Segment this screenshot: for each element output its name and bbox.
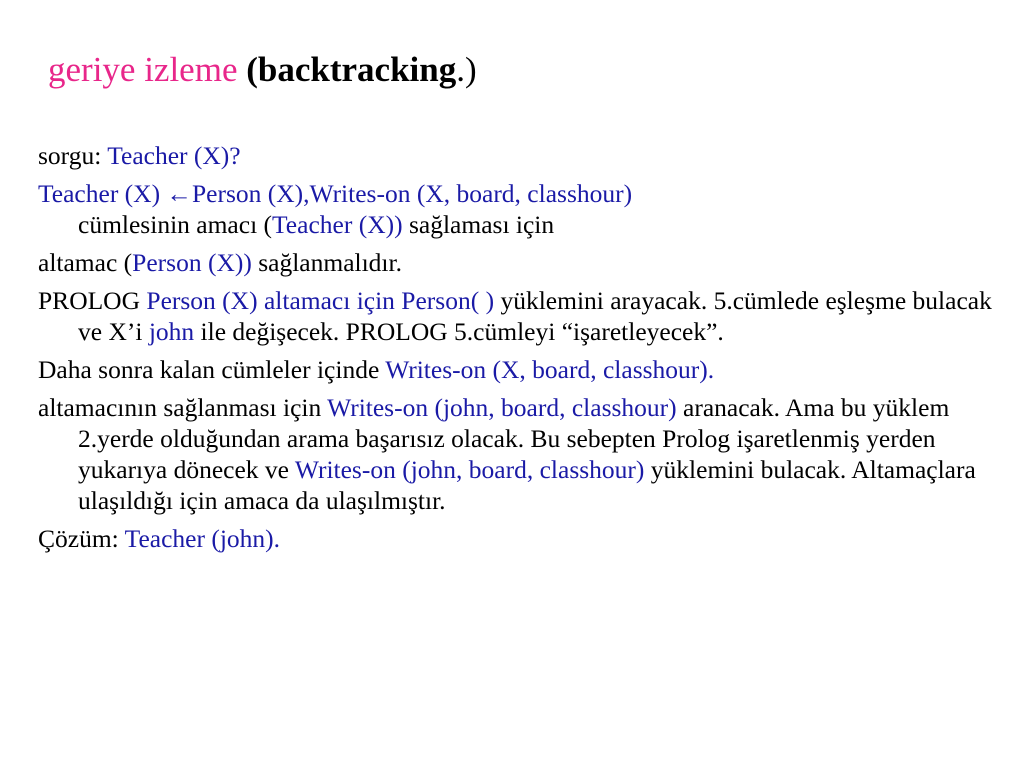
prolog-john: john [148,317,195,346]
paragraph-subgoal [38,247,998,278]
rule-goal: Teacher (X)) [272,210,403,239]
solution-label: Çözüm: [38,524,125,553]
backtrack-expression-2: Writes-on (john, board, classhour) [294,455,645,484]
remaining-text: Daha sonra kalan cümleler içinde [38,355,386,384]
title-open-paren: ( [246,50,258,89]
title-english: backtracking [257,50,457,89]
paragraph-remaining [38,354,998,385]
prolog-text-1: PROLOG [38,286,147,315]
backtrack-expression-1: Writes-on (john, board, classhour) [327,393,677,422]
rule-expression: Teacher (X) ←Person (X),Writes-on (X, board, classhour) [38,179,633,208]
paragraph-solution [38,523,998,554]
slide-body [38,140,998,561]
prolog-expression: Person (X) altamacı için Person( ) [146,286,495,315]
query-label: sorgu: [38,141,108,170]
solution-expression: Teacher (john). [124,524,281,553]
paragraph-query [38,140,998,171]
subgoal-text-2: sağlanmalıdır. [251,248,402,277]
paragraph-backtrack [38,392,998,516]
rule-text-1: cümlesinin amacı ( [78,210,273,239]
remaining-expression: Writes-on (X, board, classhour). [385,355,715,384]
backtrack-text-2: aranacak. Ama bu yüklem 2.yerde olduğundan arama başarısız olacak. Bu sebepten Prolog işaretlenmiş yerden yukarıya dönecek ve [78,393,950,484]
title-turkish: geriye izleme [48,50,238,89]
subgoal-text-1: altamac ( [38,248,133,277]
rule-text-2: sağlaması için [402,210,555,239]
backtrack-text-1: altamacının sağlanması için [38,393,328,422]
query-expression: Teacher (X)? [107,141,241,170]
prolog-text-3: ile değişecek. PROLOG 5.cümleyi “işaretleyecek”. [194,317,724,346]
paragraph-rule [38,178,998,240]
paragraph-prolog-search [38,285,998,347]
title-close-paren: .) [456,50,477,89]
backtrack-text-3: yüklemini bulacak. Altamaçlara ulaşıldığı için amaca da ulaşılmıştır. [78,455,976,515]
slide-title [48,46,477,94]
subgoal-expression: Person (X)) [132,248,252,277]
prolog-text-2: yüklemini arayacak. 5.cümlede eşleşme bulacak ve X’i [78,286,992,346]
